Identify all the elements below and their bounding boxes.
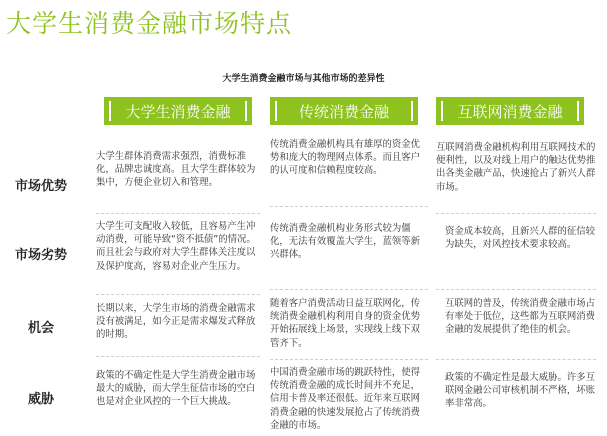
- row-separator: [270, 359, 428, 360]
- column-header-college: [104, 97, 252, 125]
- table-cell: 资金成本较高，且新兴人群的征信较为缺失，对风控技术要求较高。: [445, 226, 596, 251]
- table-cell: 互联网的普及，传统消费金融市场占有率处于低位，这些都为互联网消费金融的发展提供了绝佳的机会。: [445, 298, 596, 336]
- column-header-label: 互联网消费金融: [457, 102, 563, 121]
- header-bar-decoration: [245, 101, 247, 121]
- table-subtitle: 大学生消费金融市场与其他市场的差异性: [222, 74, 385, 84]
- table-cell: 政策的不确定性是大学生消费金融市场最大的威胁，而大学生征信市场的空白也是对企业风控的一个巨大挑战。: [96, 370, 256, 408]
- row-label-opportunity: 机会: [27, 321, 54, 336]
- table-cell: 大学生可支配收入较低，且容易产生冲动消费，可能导致“资不抵债”的情况。而且社会与政府对大学生群体关注度以及保护度高，容易对企业产生压力。: [96, 221, 256, 272]
- table-cell: 长期以来，大学生市场的消费金融需求没有被满足，如今正是需求爆发式释放的时期。: [96, 303, 256, 341]
- column-header-traditional: [270, 97, 418, 125]
- header-bar-decoration: [441, 101, 443, 121]
- row-separator: [96, 356, 260, 357]
- row-label-threat: 威胁: [27, 392, 54, 407]
- row-separator: [436, 213, 596, 214]
- header-bar-decoration: [411, 101, 413, 121]
- column-header-label: 大学生消费金融: [125, 102, 231, 121]
- header-bar-decoration: [577, 101, 579, 121]
- table-cell: 大学生群体消费需求强烈，消费标准化，品牌忠诚度高。且大学生群体较为集中，方便企业切入和管理。: [96, 151, 256, 189]
- page-title: 大学生消费金融市场特点: [6, 9, 293, 38]
- row-separator: [436, 359, 596, 360]
- row-separator: [436, 289, 596, 290]
- header-bar-decoration: [275, 101, 277, 121]
- row-separator: [270, 206, 428, 207]
- row-separator: [270, 289, 428, 290]
- table-cell: 随着客户消费活动日益互联网化，传统消费金融机构利用自身的资金优势开始拓展线上场景，实现线上线下双管齐下。: [270, 298, 421, 349]
- row-label-advantage: 市场优势: [14, 179, 67, 194]
- column-header-internet: [436, 97, 584, 125]
- table-cell: 传统消费金融机构具有雄厚的资金优势和庞大的物理网点体系。而且客户的认可度和信赖程度较高。: [270, 139, 421, 177]
- header-bar-decoration: [109, 101, 111, 121]
- column-header-label: 传统消费金融: [298, 102, 389, 121]
- table-cell: 中国消费金融市场的跳跃特性，使得传统消费金融的成长时间并不充足，信用卡普及率还很低。近年来互联网消费金融的快速发展抢占了传统消费金融的市场。: [270, 367, 421, 431]
- row-separator: [96, 213, 260, 214]
- row-label-disadvantage: 市场劣势: [14, 248, 67, 263]
- table-cell: 传统消费金融机构业务形式较为僵化，无法有效覆盖大学生，蓝领等新兴群体。: [270, 223, 421, 261]
- table-cell: 互联网消费金融机构利用互联网技术的便利性，以及对线上用户的触达优势推出各类金融产品，快速抢占了新兴人群市场。: [436, 142, 596, 193]
- row-separator: [96, 294, 260, 295]
- table-cell: 政策的不确定性是最大威胁。许多互联网金融公司审核机制不严格，坏账率非常高。: [445, 372, 596, 410]
